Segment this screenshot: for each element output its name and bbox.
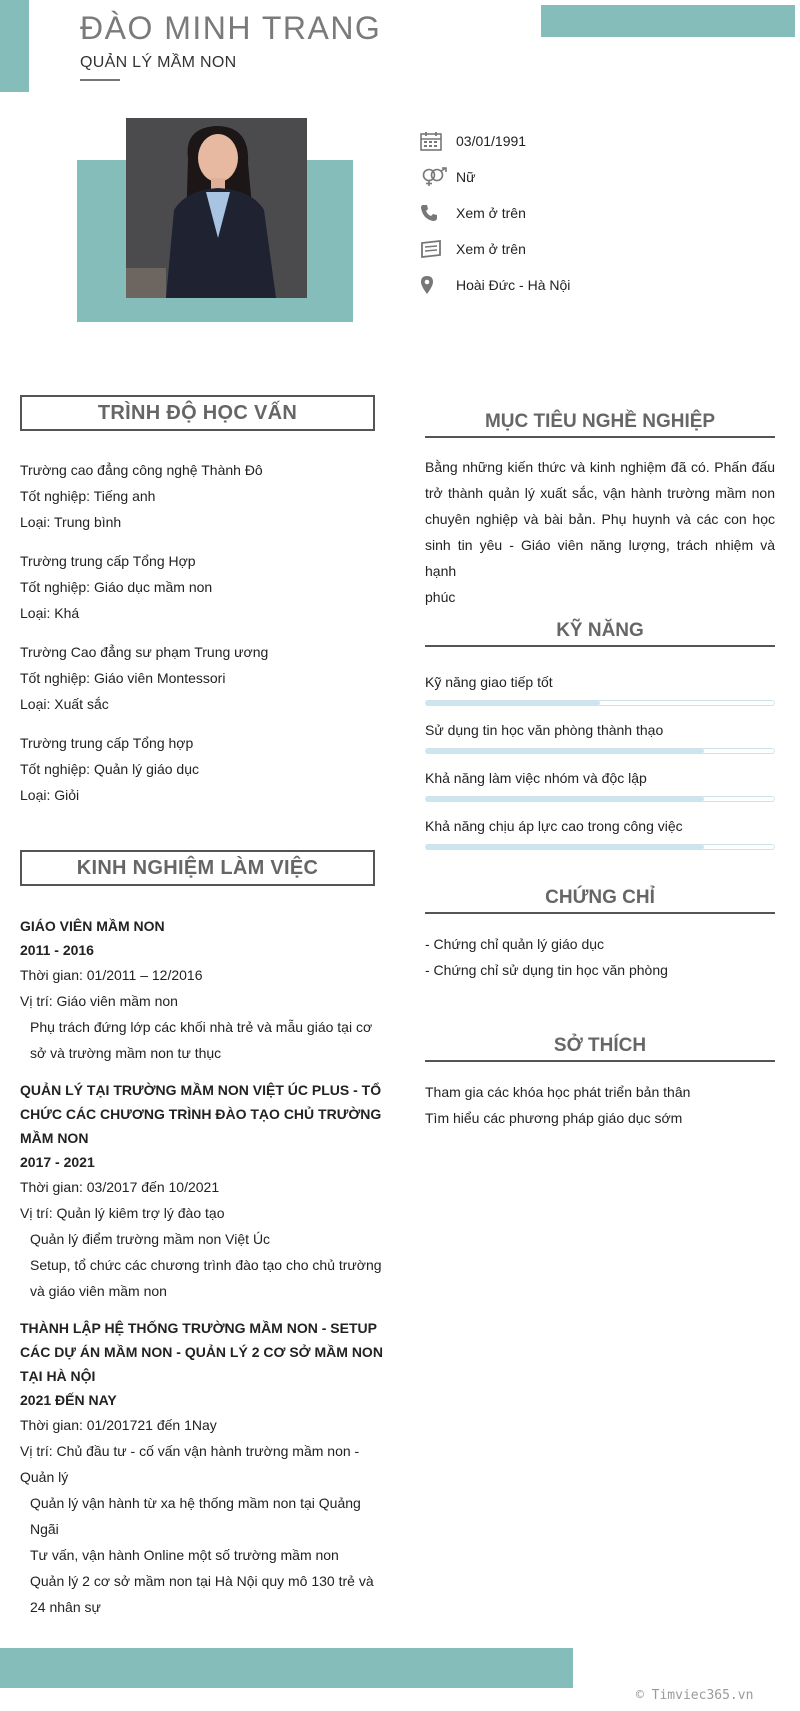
job-1-time: Thời gian: 01/2011 – 12/2016 xyxy=(20,967,203,983)
job-2-years: 2017 - 2021 xyxy=(20,1154,95,1170)
certificates-heading: CHỨNG CHỈ xyxy=(425,887,775,914)
skill-fill-4 xyxy=(426,845,704,849)
skill-label-1: Kỹ năng giao tiếp tốt xyxy=(425,674,553,690)
skill-bar-3 xyxy=(425,796,775,802)
skill-fill-1 xyxy=(426,701,600,705)
location-pin-icon xyxy=(420,275,434,295)
job-2-position: Vị trí: Quản lý kiêm trợ lý đào tạo xyxy=(20,1205,225,1221)
contact-phone xyxy=(420,202,760,224)
edu-school-1: Trường cao đẳng công nghệ Thành Đô xyxy=(20,462,263,478)
job-3-position-1: Vị trí: Chủ đầu tư - cố vấn vận hành trường mầm non - xyxy=(20,1443,360,1459)
job-3-time: Thời gian: 01/201721 đến 1Nay xyxy=(20,1417,217,1433)
contact-dob-value: 03/01/1991 xyxy=(456,133,527,149)
candidate-name: ĐÀO MINH TRANG xyxy=(80,10,382,46)
edu-grade-4: Loại: Giỏi xyxy=(20,787,80,803)
job-2-title-1: QUẢN LÝ TẠI TRƯỜNG MẦM NON VIỆT ÚC PLUS - TỔ xyxy=(20,1082,382,1098)
job-2-time: Thời gian: 03/2017 đến 10/2021 xyxy=(20,1179,220,1195)
job-1-desc-1: Phụ trách đứng lớp các khối nhà trẻ và mẫu giáo tại cơ xyxy=(30,1019,373,1035)
job-2-title-3: MẦM NON xyxy=(20,1130,89,1146)
job-3-desc-4: Quản lý 2 cơ sở mầm non tại Hà Nội quy mô 130 trẻ và xyxy=(30,1573,374,1589)
job-2-title-2: CHỨC CÁC CHƯƠNG TRÌNH ĐÀO TẠO CHỦ TRƯỜNG xyxy=(20,1106,382,1122)
hobby-item-2: Tìm hiểu các phương pháp giáo dục sớm xyxy=(425,1110,683,1126)
job-3-title-2: CÁC DỰ ÁN MẦM NON - QUẢN LÝ 2 CƠ SỞ MẦM NON xyxy=(20,1344,383,1360)
phone-icon xyxy=(420,204,438,222)
certificate-item-1: - Chứng chỉ quản lý giáo dục xyxy=(425,936,605,952)
skill-fill-2 xyxy=(426,749,704,753)
contact-phone-value: Xem ở trên xyxy=(456,205,526,221)
contact-gender xyxy=(420,166,760,188)
job-3-years: 2021 ĐẾN NAY xyxy=(20,1392,117,1408)
profile-photo xyxy=(126,118,307,298)
candidate-title: QUẢN LÝ MẦM NON xyxy=(80,54,237,71)
job-3-desc-2: Ngãi xyxy=(30,1521,59,1537)
job-1-title: GIÁO VIÊN MẦM NON xyxy=(20,918,165,934)
skill-bar-2 xyxy=(425,748,775,754)
contact-address xyxy=(420,274,760,296)
skill-bar-4 xyxy=(425,844,775,850)
objective-text xyxy=(425,454,775,610)
edu-school-2: Trường trung cấp Tổng Hợp xyxy=(20,553,196,569)
edu-major-1: Tốt nghiệp: Tiếng anh xyxy=(20,488,156,504)
objective-line-1: Bằng những kiến thức và kinh nghiệm đã có. Phấn đấu xyxy=(425,459,775,475)
hobbies-heading: SỞ THÍCH xyxy=(425,1035,775,1062)
edu-major-2: Tốt nghiệp: Giáo dục mầm non xyxy=(20,579,213,595)
job-3-title-1: THÀNH LẬP HỆ THỐNG TRƯỜNG MẦM NON - SETUP xyxy=(20,1320,377,1336)
edu-school-3: Trường Cao đẳng sư phạm Trung ương xyxy=(20,644,269,660)
footer-bar xyxy=(0,1648,573,1688)
certificate-item-2: - Chứng chỉ sử dụng tin học văn phòng xyxy=(425,962,668,978)
job-3-desc-3: Tư vấn, vận hành Online một số trường mầm non xyxy=(30,1547,339,1563)
contact-dob xyxy=(420,130,760,152)
contact-email xyxy=(420,238,760,260)
job-3-desc-1: Quản lý vận hành từ xa hệ thống mầm non tại Quảng xyxy=(30,1495,361,1511)
decor-bar-left xyxy=(0,0,29,92)
contact-address-value: Hoài Đức - Hà Nội xyxy=(456,277,571,293)
edu-major-3: Tốt nghiệp: Giáo viên Montessori xyxy=(20,670,226,686)
job-3-position-2: Quản lý xyxy=(20,1469,69,1485)
calendar-icon xyxy=(420,131,442,151)
job-3-desc-5: 24 nhân sự xyxy=(30,1599,101,1615)
objective-line-3: chuyên nghiệp và bài bản. Phụ huynh và các con học xyxy=(425,511,775,527)
job-1-years: 2011 - 2016 xyxy=(20,942,94,958)
job-2-desc-3: và giáo viên mầm non xyxy=(30,1283,167,1299)
skill-bar-1 xyxy=(425,700,775,706)
objective-line-2: trở thành quản lý xuất sắc, vận hành trường mầm non xyxy=(425,485,775,501)
edu-major-4: Tốt nghiệp: Quản lý giáo dục xyxy=(20,761,200,777)
email-icon xyxy=(420,240,442,258)
gender-icon xyxy=(420,167,448,187)
education-heading: TRÌNH ĐỘ HỌC VẤN xyxy=(20,395,375,431)
edu-grade-1: Loại: Trung bình xyxy=(20,514,122,530)
job-2-desc-2: Setup, tổ chức các chương trình đào tạo cho chủ trường xyxy=(30,1257,382,1273)
job-2-desc-1: Quản lý điểm trường mầm non Việt Úc xyxy=(30,1231,271,1247)
skills-heading: KỸ NĂNG xyxy=(425,620,775,647)
edu-grade-3: Loại: Xuất sắc xyxy=(20,696,109,712)
objective-line-5: phúc xyxy=(425,589,456,605)
watermark: © Timviec365.vn xyxy=(636,1688,754,1703)
skill-fill-3 xyxy=(426,797,704,801)
skill-label-4: Khả năng chịu áp lực cao trong công việc xyxy=(425,818,683,834)
contact-gender-value: Nữ xyxy=(456,169,476,185)
avatar-illustration xyxy=(126,118,307,298)
job-1-desc-2: sở và trường mầm non tư thục xyxy=(30,1045,222,1061)
title-underline xyxy=(80,79,120,81)
decor-bar-right xyxy=(541,5,795,37)
edu-school-4: Trường trung cấp Tổng hợp xyxy=(20,735,194,751)
job-3-title-3: TẠI HÀ NỘI xyxy=(20,1368,96,1384)
skill-label-3: Khả năng làm việc nhóm và độc lập xyxy=(425,770,647,786)
job-1-position: Vị trí: Giáo viên mầm non xyxy=(20,993,178,1009)
edu-grade-2: Loại: Khá xyxy=(20,605,80,621)
experience-heading: KINH NGHIỆM LÀM VIỆC xyxy=(20,850,375,886)
contact-email-value: Xem ở trên xyxy=(456,241,526,257)
hobby-item-1: Tham gia các khóa học phát triển bản thân xyxy=(425,1084,691,1100)
objective-heading: MỤC TIÊU NGHỀ NGHIỆP xyxy=(425,411,775,438)
objective-line-4: sinh tin yêu - Giáo viên năng lượng, trách nhiệm và hạnh xyxy=(425,537,775,579)
skill-label-2: Sử dụng tin học văn phòng thành thạo xyxy=(425,722,664,738)
